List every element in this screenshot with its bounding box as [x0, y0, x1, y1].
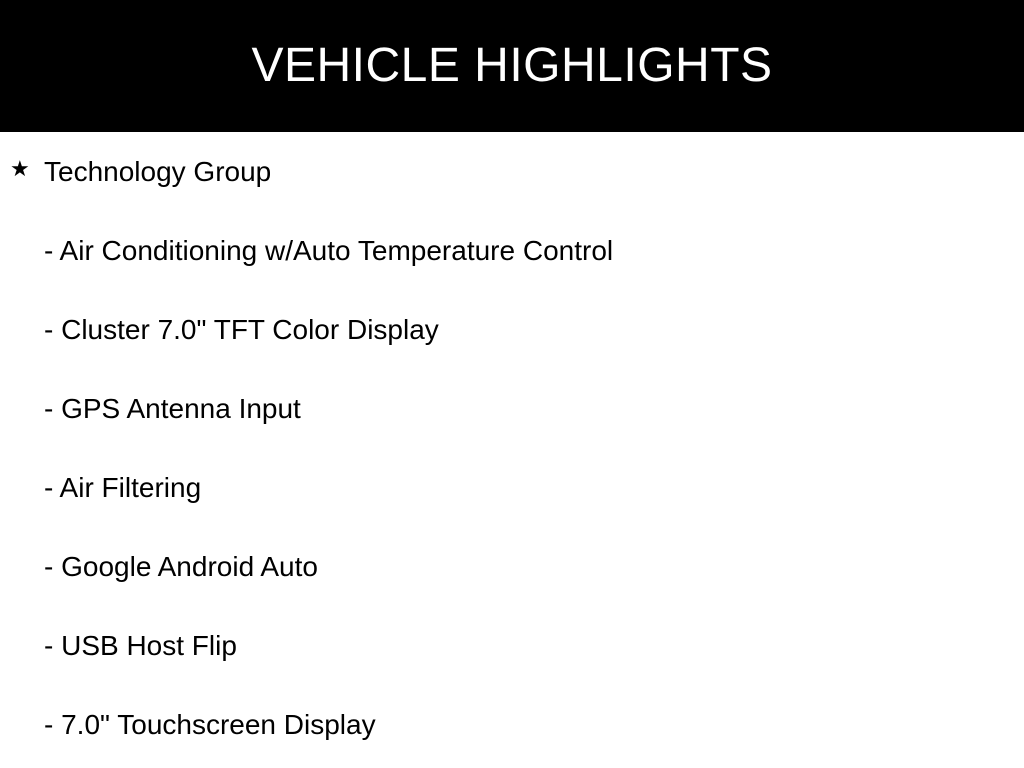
list-item: - USB Host Flip	[44, 630, 237, 661]
list-item: - Air Filtering	[44, 472, 202, 503]
list-item-group	[0, 156, 1024, 188]
list-item: - Cluster 7.0" TFT Color Display	[44, 314, 439, 345]
page-title: VEHICLE HIGHLIGHTS	[251, 39, 773, 92]
group-label: Technology Group	[44, 156, 272, 187]
list-item: - Air Conditioning w/Auto Temperature Control	[44, 235, 614, 266]
list-item: - Google Android Auto	[44, 551, 318, 582]
title-banner	[0, 0, 1024, 132]
star-icon: ★	[10, 156, 30, 181]
list-item: - GPS Antenna Input	[44, 393, 301, 424]
list-item: - 7.0" Touchscreen Display	[44, 709, 376, 740]
